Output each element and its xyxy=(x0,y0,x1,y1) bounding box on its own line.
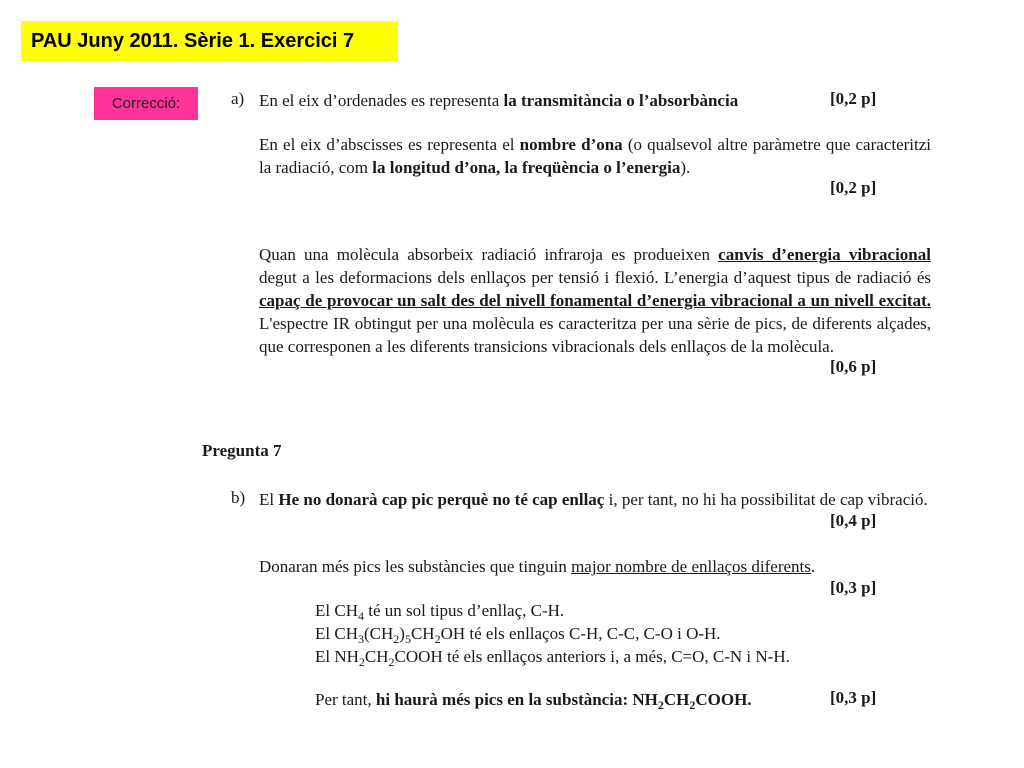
correction-badge: Correcció: xyxy=(94,87,198,120)
b-p1-post: i, per tant, no hi ha possibilitat de cap vibració. xyxy=(604,490,928,509)
a-p2-points: [0,2 p] xyxy=(830,178,877,197)
answer-a-para3 xyxy=(259,243,931,358)
a-p2-bold1: nombre d’ona xyxy=(519,135,623,154)
b-p2-end: . xyxy=(810,557,816,576)
answer-b-para1 xyxy=(259,488,931,511)
answer-b-para2 xyxy=(259,555,931,578)
answer-b-label: b) xyxy=(231,488,246,507)
b-p2-underline: major nombre de enllaços diferents xyxy=(571,557,811,576)
a-p2-text: En el eix d’abscisses es representa el xyxy=(259,135,520,154)
a-p1-points: [0,2 p] xyxy=(830,89,877,108)
b-line-glycine: El $NH_2CH_2COOH$ té els enllaços anteriors i, a més, C=O, C-N i N-H. xyxy=(315,647,790,669)
b-p1-bold: He no donarà cap pic perquè no té cap enllaç xyxy=(278,490,605,509)
b-line-ch4: El $CH_4$ té un sol tipus d’enllaç, C-H. xyxy=(315,601,565,623)
a-p3-underline2: capaç de provocar un salt des del nivell fonamental d’energia vibracional a un nivell excitat. xyxy=(259,291,931,310)
a-p3-text2: degut a les deformacions dels enllaços per tensió i flexió. L’energia d’aquest tipus de radiació és xyxy=(259,268,931,287)
a-p2-mid: (o qualsevol altre paràmetre que caracteritzi la radiació, com xyxy=(259,135,931,177)
b-p4-points: [0,3 p] xyxy=(830,688,877,707)
answer-a-label: a) xyxy=(231,89,245,108)
b-p1-points: [0,4 p] xyxy=(830,511,877,530)
b-line-conclusion: Per tant, hi haurà més pics en la substància: $NH_2CH_2COOH$. xyxy=(315,690,752,712)
a-p3-text1: Quan una molècula absorbeix radiació infraroja es produeixen xyxy=(259,245,719,264)
a-p3-points: [0,6 p] xyxy=(830,357,877,376)
a-p2-end: ). xyxy=(680,158,691,177)
a-p3-text3: L'espectre IR obtingut per una molècula es caracteritza per una sèrie de pics, de diferents alçades, que corresponen a les diferents transicions vibracionals dels enllaços de la molècula. xyxy=(259,314,931,356)
b-p2-text: Donaran més pics les substàncies que tinguin xyxy=(259,557,572,576)
b-line-hexanol: El $CH_3(CH_2)_5CH_2OH$ té els enllaços C-H, C-C, C-O i O-H. xyxy=(315,624,721,646)
a-p1-bold: la transmitància o l’absorbància xyxy=(503,91,739,110)
answer-a-para1 xyxy=(259,89,819,112)
b-p1-text: El xyxy=(259,490,279,509)
page-title: PAU Juny 2011. Sèrie 1. Exercici 7 xyxy=(21,21,398,61)
a-p1-text: En el eix d’ordenades es representa xyxy=(259,91,504,110)
a-p3-underline1: canvis d’energia vibracional xyxy=(718,245,931,264)
a-p2-bold2: la longitud d’ona, la freqüència o l’energia xyxy=(372,158,681,177)
answer-a-para2 xyxy=(259,133,931,179)
question-7-heading: Pregunta 7 xyxy=(202,441,282,460)
b-p2-points: [0,3 p] xyxy=(830,578,877,597)
